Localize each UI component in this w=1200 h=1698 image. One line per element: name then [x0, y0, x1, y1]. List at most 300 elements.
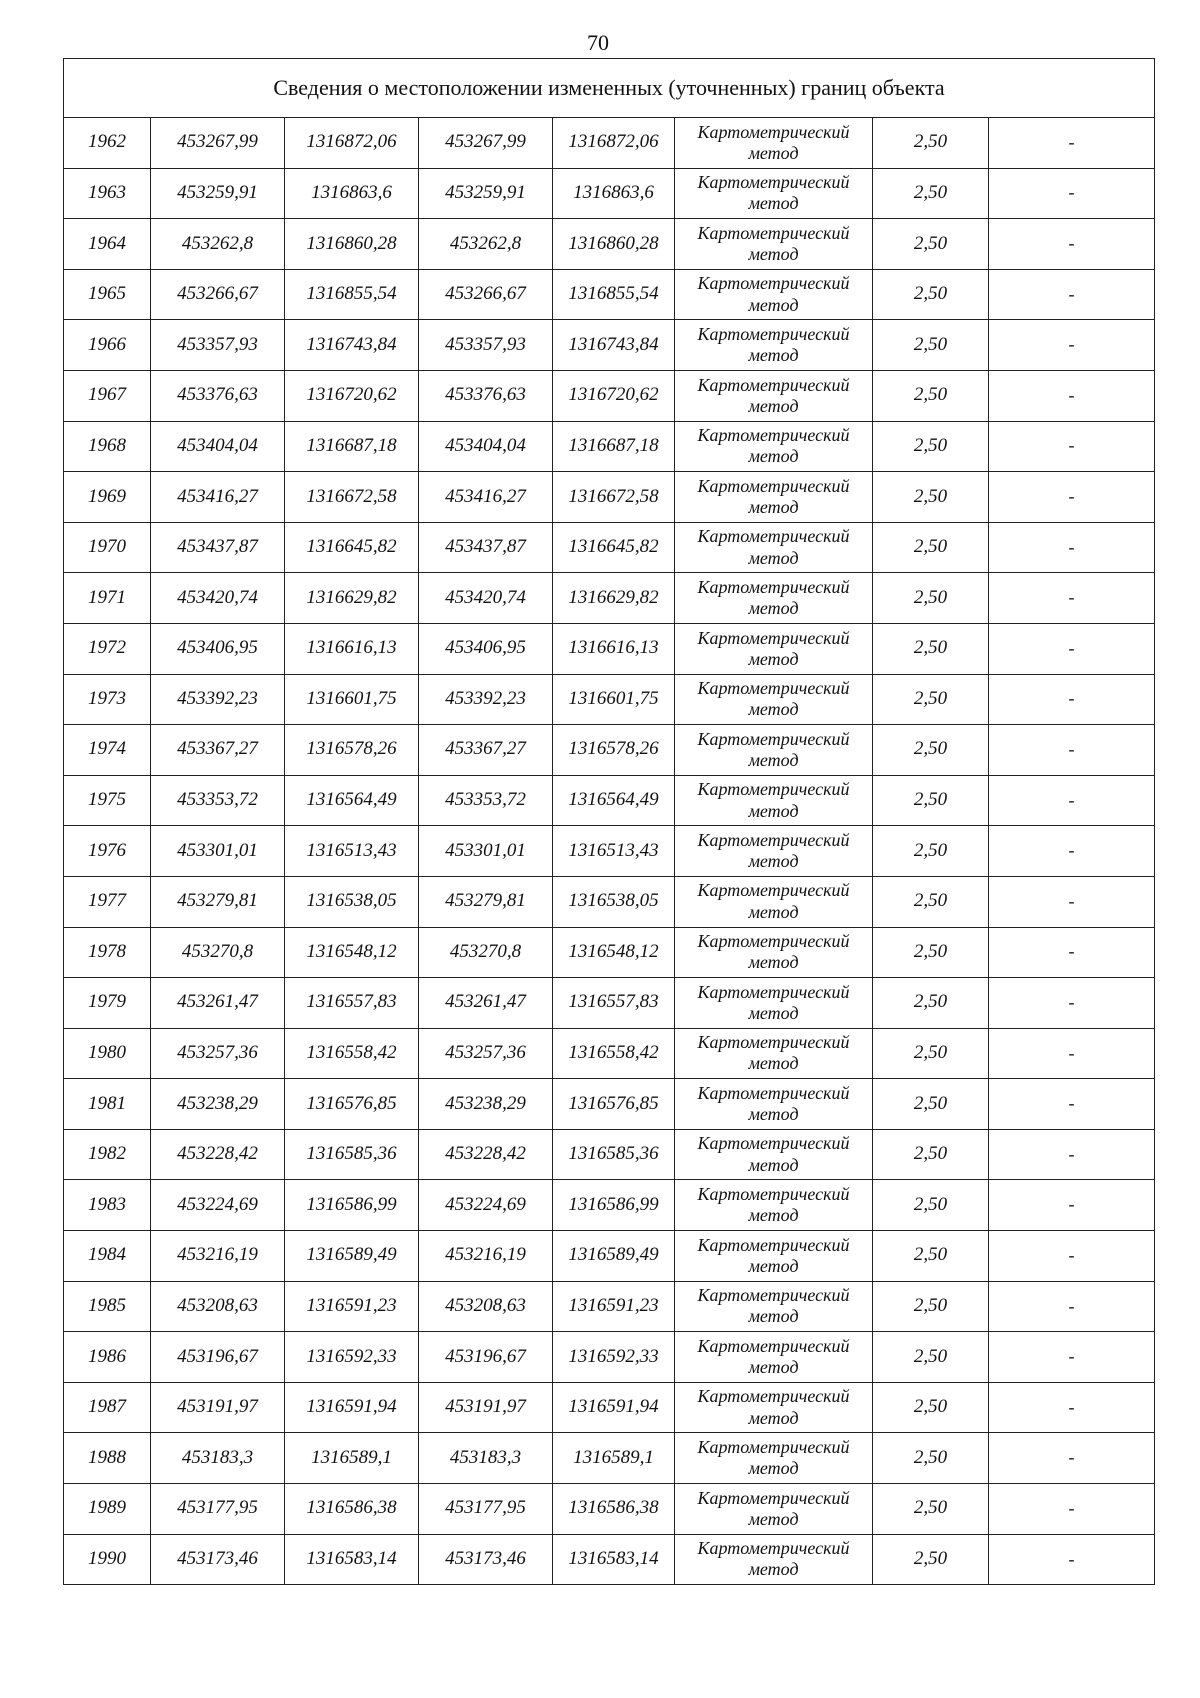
y-new-cell: 1316629,82 — [553, 573, 675, 624]
note-cell: - — [989, 1281, 1155, 1332]
method-cell — [675, 1028, 873, 1079]
x-new-cell: 453420,74 — [419, 573, 553, 624]
note-cell: - — [989, 421, 1155, 472]
y-new-cell: 1316591,94 — [553, 1382, 675, 1433]
point-number-cell: 1989 — [64, 1484, 151, 1535]
x-new-cell: 453376,63 — [419, 370, 553, 421]
method-line-2: метод — [748, 1559, 799, 1580]
x-existing-cell: 453224,69 — [151, 1180, 285, 1231]
method-line-1: Картометрический — [697, 1184, 850, 1205]
method-line-1: Картометрический — [697, 576, 850, 597]
method-line-2: метод — [748, 294, 799, 315]
point-number-cell: 1976 — [64, 826, 151, 877]
note-cell: - — [989, 472, 1155, 523]
y-new-cell: 1316872,06 — [553, 118, 675, 169]
x-existing-cell: 453404,04 — [151, 421, 285, 472]
y-existing-cell: 1316645,82 — [285, 522, 419, 573]
x-existing-cell: 453261,47 — [151, 978, 285, 1029]
method-line-1: Картометрический — [697, 121, 850, 142]
note-cell: - — [989, 725, 1155, 776]
x-existing-cell: 453266,67 — [151, 269, 285, 320]
method-cell — [675, 1332, 873, 1383]
note-cell: - — [989, 1129, 1155, 1180]
method-line-1: Картометрический — [697, 779, 850, 800]
x-new-cell: 453183,3 — [419, 1433, 553, 1484]
x-new-cell: 453173,46 — [419, 1534, 553, 1585]
method-cell — [675, 421, 873, 472]
note-cell: - — [989, 1332, 1155, 1383]
point-number-cell: 1971 — [64, 573, 151, 624]
note-cell: - — [989, 1079, 1155, 1130]
y-existing-cell: 1316743,84 — [285, 320, 419, 371]
y-new-cell: 1316513,43 — [553, 826, 675, 877]
table-row — [64, 1180, 1155, 1231]
method-cell — [675, 370, 873, 421]
note-cell: - — [989, 168, 1155, 219]
y-new-cell: 1316743,84 — [553, 320, 675, 371]
point-number-cell: 1972 — [64, 623, 151, 674]
x-new-cell: 453238,29 — [419, 1079, 553, 1130]
y-existing-cell: 1316629,82 — [285, 573, 419, 624]
y-existing-cell: 1316601,75 — [285, 674, 419, 725]
method-line-2: метод — [748, 1205, 799, 1226]
y-existing-cell: 1316589,49 — [285, 1231, 419, 1282]
x-existing-cell: 453376,63 — [151, 370, 285, 421]
y-new-cell: 1316589,1 — [553, 1433, 675, 1484]
precision-cell: 2,50 — [873, 1534, 989, 1585]
method-line-1: Картометрический — [697, 829, 850, 850]
x-new-cell: 453353,72 — [419, 775, 553, 826]
x-existing-cell: 453216,19 — [151, 1231, 285, 1282]
y-existing-cell: 1316591,94 — [285, 1382, 419, 1433]
point-number-cell: 1974 — [64, 725, 151, 776]
x-new-cell: 453279,81 — [419, 876, 553, 927]
table-row — [64, 1129, 1155, 1180]
table-row — [64, 421, 1155, 472]
method-line-2: метод — [748, 699, 799, 720]
point-number-cell: 1965 — [64, 269, 151, 320]
precision-cell: 2,50 — [873, 1433, 989, 1484]
method-cell — [675, 1129, 873, 1180]
x-existing-cell: 453437,87 — [151, 522, 285, 573]
y-existing-cell: 1316583,14 — [285, 1534, 419, 1585]
y-new-cell: 1316601,75 — [553, 674, 675, 725]
precision-cell: 2,50 — [873, 118, 989, 169]
boundary-coordinates-table — [63, 58, 1155, 1585]
note-cell: - — [989, 1534, 1155, 1585]
method-line-2: метод — [748, 901, 799, 922]
note-cell: - — [989, 927, 1155, 978]
table-row — [64, 927, 1155, 978]
method-line-1: Картометрический — [697, 981, 850, 1002]
note-cell: - — [989, 826, 1155, 877]
y-new-cell: 1316578,26 — [553, 725, 675, 776]
point-number-cell: 1986 — [64, 1332, 151, 1383]
x-existing-cell: 453406,95 — [151, 623, 285, 674]
y-new-cell: 1316616,13 — [553, 623, 675, 674]
x-existing-cell: 453392,23 — [151, 674, 285, 725]
y-existing-cell: 1316538,05 — [285, 876, 419, 927]
y-new-cell: 1316720,62 — [553, 370, 675, 421]
precision-cell: 2,50 — [873, 725, 989, 776]
method-line-1: Картометрический — [697, 1386, 850, 1407]
method-line-2: метод — [748, 142, 799, 163]
table-row — [64, 168, 1155, 219]
precision-cell: 2,50 — [873, 573, 989, 624]
method-line-1: Картометрический — [697, 475, 850, 496]
x-existing-cell: 453238,29 — [151, 1079, 285, 1130]
method-line-1: Картометрический — [697, 222, 850, 243]
note-cell: - — [989, 978, 1155, 1029]
method-line-2: метод — [748, 446, 799, 467]
note-cell: - — [989, 623, 1155, 674]
y-new-cell: 1316591,23 — [553, 1281, 675, 1332]
method-cell — [675, 826, 873, 877]
y-existing-cell: 1316863,6 — [285, 168, 419, 219]
y-existing-cell: 1316672,58 — [285, 472, 419, 523]
precision-cell: 2,50 — [873, 320, 989, 371]
point-number-cell: 1985 — [64, 1281, 151, 1332]
precision-cell: 2,50 — [873, 1281, 989, 1332]
table-row — [64, 1433, 1155, 1484]
x-existing-cell: 453191,97 — [151, 1382, 285, 1433]
method-line-1: Картометрический — [697, 1082, 850, 1103]
method-cell — [675, 118, 873, 169]
table-title: Сведения о местоположении измененных (уточненных) границ объекта — [64, 59, 1155, 118]
y-existing-cell: 1316616,13 — [285, 623, 419, 674]
method-line-2: метод — [748, 1407, 799, 1428]
method-line-2: метод — [748, 547, 799, 568]
y-existing-cell: 1316589,1 — [285, 1433, 419, 1484]
y-new-cell: 1316586,38 — [553, 1484, 675, 1535]
y-new-cell: 1316583,14 — [553, 1534, 675, 1585]
table-row — [64, 573, 1155, 624]
table-row — [64, 978, 1155, 1029]
x-existing-cell: 453279,81 — [151, 876, 285, 927]
note-cell: - — [989, 573, 1155, 624]
method-cell — [675, 775, 873, 826]
method-line-1: Картометрический — [697, 880, 850, 901]
y-existing-cell: 1316548,12 — [285, 927, 419, 978]
y-new-cell: 1316548,12 — [553, 927, 675, 978]
method-line-1: Картометрический — [697, 1437, 850, 1457]
table-row — [64, 522, 1155, 573]
method-cell — [675, 1180, 873, 1231]
table-row — [64, 370, 1155, 421]
method-line-1: Картометрический — [697, 1133, 850, 1154]
table-row — [64, 219, 1155, 270]
method-line-1: Картометрический — [697, 374, 850, 395]
table-row — [64, 1332, 1155, 1383]
x-new-cell: 453216,19 — [419, 1231, 553, 1282]
y-new-cell: 1316564,49 — [553, 775, 675, 826]
precision-cell: 2,50 — [873, 1484, 989, 1535]
point-number-cell: 1977 — [64, 876, 151, 927]
x-new-cell: 453267,99 — [419, 118, 553, 169]
method-cell — [675, 1231, 873, 1282]
x-new-cell: 453392,23 — [419, 674, 553, 725]
note-cell: - — [989, 775, 1155, 826]
method-line-1: Картометрический — [697, 728, 850, 749]
point-number-cell: 1963 — [64, 168, 151, 219]
precision-cell: 2,50 — [873, 1129, 989, 1180]
method-line-2: метод — [748, 851, 799, 872]
x-new-cell: 453196,67 — [419, 1332, 553, 1383]
precision-cell: 2,50 — [873, 219, 989, 270]
point-number-cell: 1968 — [64, 421, 151, 472]
point-number-cell: 1980 — [64, 1028, 151, 1079]
note-cell: - — [989, 320, 1155, 371]
x-existing-cell: 453183,3 — [151, 1433, 285, 1484]
x-new-cell: 453416,27 — [419, 472, 553, 523]
x-existing-cell: 453208,63 — [151, 1281, 285, 1332]
y-new-cell: 1316538,05 — [553, 876, 675, 927]
table-row — [64, 1028, 1155, 1079]
note-cell: - — [989, 269, 1155, 320]
x-new-cell: 453177,95 — [419, 1484, 553, 1535]
method-line-2: метод — [748, 800, 799, 821]
x-new-cell: 453257,36 — [419, 1028, 553, 1079]
page-number: 70 — [587, 30, 609, 55]
y-new-cell: 1316860,28 — [553, 219, 675, 270]
table-row — [64, 472, 1155, 523]
x-existing-cell: 453270,8 — [151, 927, 285, 978]
x-existing-cell: 453262,8 — [151, 219, 285, 270]
y-new-cell: 1316645,82 — [553, 522, 675, 573]
method-line-2: метод — [748, 1508, 799, 1529]
x-existing-cell: 453267,99 — [151, 118, 285, 169]
point-number-cell: 1962 — [64, 118, 151, 169]
precision-cell: 2,50 — [873, 1231, 989, 1282]
method-line-2: метод — [748, 1306, 799, 1327]
precision-cell: 2,50 — [873, 927, 989, 978]
method-line-2: метод — [748, 345, 799, 366]
y-existing-cell: 1316513,43 — [285, 826, 419, 877]
method-line-1: Картометрический — [697, 172, 850, 193]
y-new-cell: 1316576,85 — [553, 1079, 675, 1130]
method-cell — [675, 725, 873, 776]
method-line-1: Картометрический — [697, 1285, 850, 1306]
note-cell: - — [989, 1028, 1155, 1079]
y-existing-cell: 1316872,06 — [285, 118, 419, 169]
x-existing-cell: 453353,72 — [151, 775, 285, 826]
method-line-1: Картометрический — [697, 1538, 850, 1559]
method-line-2: метод — [748, 749, 799, 770]
method-line-1: Картометрический — [697, 273, 850, 294]
point-number-cell: 1988 — [64, 1433, 151, 1484]
y-existing-cell: 1316557,83 — [285, 978, 419, 1029]
note-cell: - — [989, 522, 1155, 573]
point-number-cell: 1966 — [64, 320, 151, 371]
y-new-cell: 1316586,99 — [553, 1180, 675, 1231]
y-new-cell: 1316863,6 — [553, 168, 675, 219]
method-line-1: Картометрический — [697, 1032, 850, 1053]
precision-cell: 2,50 — [873, 775, 989, 826]
method-cell — [675, 623, 873, 674]
point-number-cell: 1973 — [64, 674, 151, 725]
note-cell: - — [989, 1484, 1155, 1535]
table-row — [64, 1484, 1155, 1535]
x-new-cell: 453191,97 — [419, 1382, 553, 1433]
note-cell: - — [989, 876, 1155, 927]
y-new-cell: 1316557,83 — [553, 978, 675, 1029]
precision-cell: 2,50 — [873, 978, 989, 1029]
precision-cell: 2,50 — [873, 1332, 989, 1383]
precision-cell: 2,50 — [873, 472, 989, 523]
method-cell — [675, 1079, 873, 1130]
x-existing-cell: 453257,36 — [151, 1028, 285, 1079]
y-new-cell: 1316558,42 — [553, 1028, 675, 1079]
precision-cell: 2,50 — [873, 370, 989, 421]
note-cell: - — [989, 118, 1155, 169]
method-line-1: Картометрический — [697, 323, 850, 344]
x-new-cell: 453406,95 — [419, 623, 553, 674]
x-existing-cell: 453259,91 — [151, 168, 285, 219]
method-line-2: метод — [748, 598, 799, 619]
x-new-cell: 453437,87 — [419, 522, 553, 573]
x-existing-cell: 453367,27 — [151, 725, 285, 776]
method-line-1: Картометрический — [697, 931, 850, 952]
precision-cell: 2,50 — [873, 623, 989, 674]
x-new-cell: 453270,8 — [419, 927, 553, 978]
method-line-1: Картометрический — [697, 526, 850, 547]
point-number-cell: 1978 — [64, 927, 151, 978]
x-new-cell: 453301,01 — [419, 826, 553, 877]
y-new-cell: 1316589,49 — [553, 1231, 675, 1282]
method-line-2: метод — [748, 1255, 799, 1276]
y-existing-cell: 1316860,28 — [285, 219, 419, 270]
point-number-cell: 1984 — [64, 1231, 151, 1282]
y-existing-cell: 1316586,99 — [285, 1180, 419, 1231]
table-row — [64, 674, 1155, 725]
y-existing-cell: 1316687,18 — [285, 421, 419, 472]
point-number-cell: 1970 — [64, 522, 151, 573]
method-line-1: Картометрический — [697, 1234, 850, 1255]
method-line-2: метод — [748, 193, 799, 214]
point-number-cell: 1975 — [64, 775, 151, 826]
table-row — [64, 725, 1155, 776]
point-number-cell: 1964 — [64, 219, 151, 270]
x-new-cell: 453262,8 — [419, 219, 553, 270]
method-line-2: метод — [748, 395, 799, 416]
precision-cell: 2,50 — [873, 1079, 989, 1130]
note-cell: - — [989, 370, 1155, 421]
x-new-cell: 453224,69 — [419, 1180, 553, 1231]
precision-cell: 2,50 — [873, 1028, 989, 1079]
precision-cell: 2,50 — [873, 876, 989, 927]
table-title-row — [64, 59, 1155, 118]
method-line-2: метод — [748, 648, 799, 669]
table-row — [64, 1382, 1155, 1433]
point-number-cell: 1982 — [64, 1129, 151, 1180]
method-cell — [675, 1534, 873, 1585]
method-cell — [675, 219, 873, 270]
method-cell — [675, 1484, 873, 1535]
y-existing-cell: 1316564,49 — [285, 775, 419, 826]
precision-cell: 2,50 — [873, 522, 989, 573]
point-number-cell: 1969 — [64, 472, 151, 523]
method-line-2: метод — [748, 1458, 799, 1479]
method-line-1: Картометрический — [697, 425, 850, 446]
y-existing-cell: 1316592,33 — [285, 1332, 419, 1383]
precision-cell: 2,50 — [873, 269, 989, 320]
x-existing-cell: 453173,46 — [151, 1534, 285, 1585]
table-row — [64, 623, 1155, 674]
table-row — [64, 1079, 1155, 1130]
method-line-2: метод — [748, 1053, 799, 1074]
precision-cell: 2,50 — [873, 674, 989, 725]
x-existing-cell: 453301,01 — [151, 826, 285, 877]
x-new-cell: 453259,91 — [419, 168, 553, 219]
x-existing-cell: 453416,27 — [151, 472, 285, 523]
table-row — [64, 1281, 1155, 1332]
method-cell — [675, 1281, 873, 1332]
note-cell: - — [989, 1433, 1155, 1484]
method-cell — [675, 269, 873, 320]
method-cell — [675, 1433, 873, 1484]
y-existing-cell: 1316591,23 — [285, 1281, 419, 1332]
method-cell — [675, 978, 873, 1029]
method-cell — [675, 674, 873, 725]
precision-cell: 2,50 — [873, 826, 989, 877]
table-row — [64, 320, 1155, 371]
precision-cell: 2,50 — [873, 421, 989, 472]
y-existing-cell: 1316855,54 — [285, 269, 419, 320]
point-number-cell: 1979 — [64, 978, 151, 1029]
point-number-cell: 1990 — [64, 1534, 151, 1585]
method-line-2: метод — [748, 1104, 799, 1125]
method-line-2: метод — [748, 1154, 799, 1175]
method-cell — [675, 927, 873, 978]
point-number-cell: 1981 — [64, 1079, 151, 1130]
x-new-cell: 453261,47 — [419, 978, 553, 1029]
x-existing-cell: 453196,67 — [151, 1332, 285, 1383]
table-row — [64, 775, 1155, 826]
method-cell — [675, 1382, 873, 1433]
x-existing-cell: 453177,95 — [151, 1484, 285, 1535]
method-line-2: метод — [748, 952, 799, 973]
table-row — [64, 876, 1155, 927]
note-cell: - — [989, 1180, 1155, 1231]
x-existing-cell: 453228,42 — [151, 1129, 285, 1180]
x-new-cell: 453266,67 — [419, 269, 553, 320]
note-cell: - — [989, 219, 1155, 270]
precision-cell: 2,50 — [873, 1180, 989, 1231]
note-cell: - — [989, 1231, 1155, 1282]
method-cell — [675, 573, 873, 624]
precision-cell: 2,50 — [873, 1382, 989, 1433]
note-cell: - — [989, 674, 1155, 725]
note-cell: - — [989, 1382, 1155, 1433]
x-new-cell: 453357,93 — [419, 320, 553, 371]
y-existing-cell: 1316720,62 — [285, 370, 419, 421]
x-new-cell: 453208,63 — [419, 1281, 553, 1332]
x-existing-cell: 453420,74 — [151, 573, 285, 624]
y-new-cell: 1316687,18 — [553, 421, 675, 472]
table-row — [64, 826, 1155, 877]
x-new-cell: 453367,27 — [419, 725, 553, 776]
x-new-cell: 453228,42 — [419, 1129, 553, 1180]
method-cell — [675, 472, 873, 523]
x-existing-cell: 453357,93 — [151, 320, 285, 371]
y-new-cell: 1316592,33 — [553, 1332, 675, 1383]
method-cell — [675, 320, 873, 371]
table-row — [64, 1231, 1155, 1282]
point-number-cell: 1983 — [64, 1180, 151, 1231]
method-cell — [675, 522, 873, 573]
method-line-1: Картометрический — [697, 678, 850, 699]
y-existing-cell: 1316578,26 — [285, 725, 419, 776]
